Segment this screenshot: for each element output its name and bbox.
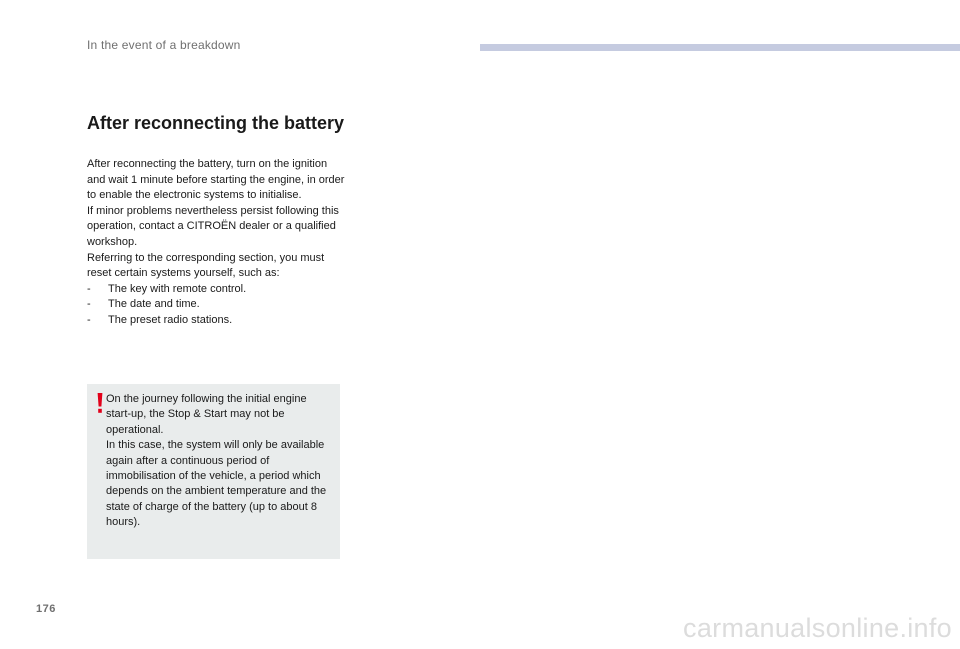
section-title: After reconnecting the battery	[87, 113, 345, 133]
warning-paragraph: On the journey following the initial engine start-up, the Stop & Start may not be operational.	[106, 393, 307, 436]
chapter-title: In the event of a breakdown	[87, 38, 241, 52]
list-marker: -	[87, 313, 91, 326]
warning-box	[87, 384, 340, 559]
list-item-text: The key with remote control.	[108, 282, 247, 295]
section-body	[87, 157, 347, 329]
body-paragraph: After reconnecting the battery, turn on the ignition and wait 1 minute before starting the engine, in order to enable the electronic systems to initialise.	[87, 158, 345, 202]
list-item	[87, 297, 347, 313]
warning-paragraph: In this case, the system will only be available again after a continuous period of immobilisation of the vehicle, a period which depends on the ambient temperature and the state of charge of the battery (up to about 8 hours).	[106, 439, 327, 529]
list-marker: -	[87, 298, 91, 311]
list-item	[87, 282, 347, 298]
list-item-text: The preset radio stations.	[108, 313, 233, 326]
exclamation-icon	[97, 393, 103, 413]
reset-systems-list	[87, 282, 347, 329]
page-number: 176	[36, 603, 56, 615]
chapter-header-bar	[480, 44, 960, 51]
watermark: carmanualsonline.info	[683, 613, 952, 643]
body-paragraph: Referring to the corresponding section, you must reset certain systems yourself, such as:	[87, 251, 325, 280]
body-paragraph: If minor problems nevertheless persist following this operation, contact a CITROËN dealer or a qualified workshop.	[87, 204, 339, 248]
warning-text	[106, 392, 334, 531]
list-marker: -	[87, 282, 91, 295]
list-item-text: The date and time.	[108, 298, 200, 311]
list-item	[87, 313, 347, 329]
